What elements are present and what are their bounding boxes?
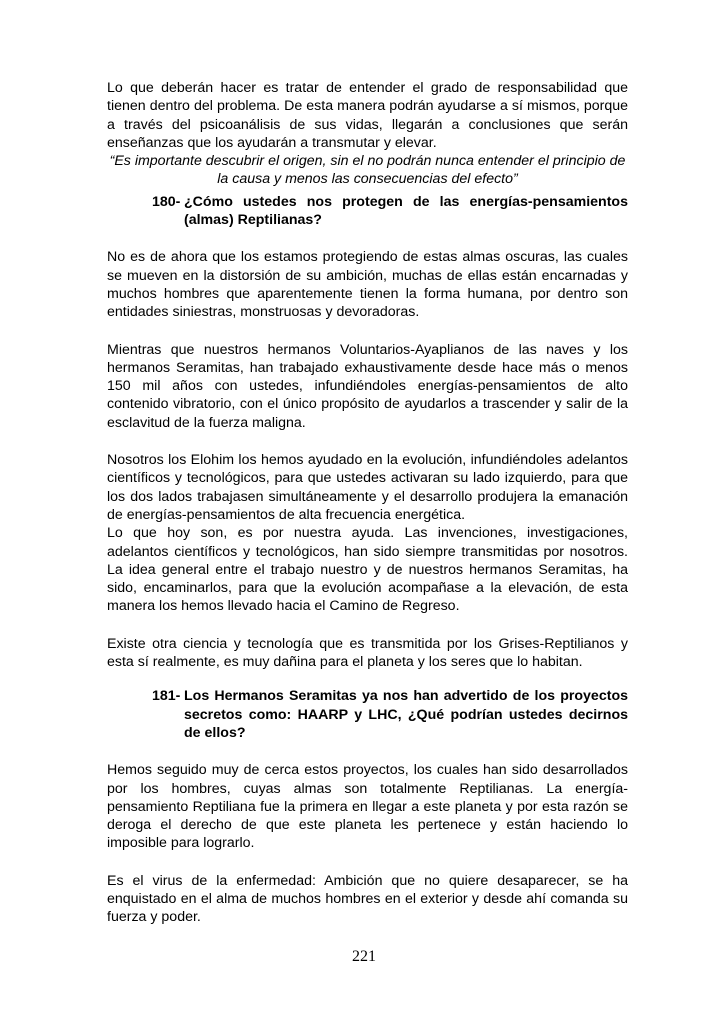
paragraph-4: Nosotros los Elohim los hemos ayudado en la evolución, infundiéndoles adelantos científicos y tecnológicos, para que ustedes activaran su lado izquierdo, para que los dos lados trabajasen simultáneamente y el desarrollo produjera la emanación de energías-pensamientos de alta frecuencia energética.: [107, 452, 628, 523]
paragraph-1: Lo que deberán hacer es tratar de entender el grado de responsabilidad que tienen dentro del problema. De esta manera podrán ayudarse a sí mismos, porque a través del psicoanálisis de sus vidas, llegarán a conclusiones que serán enseñanzas que los ayudarán a transmutar y elevar.: [107, 80, 628, 151]
paragraph-5: Lo que hoy son, es por nuestra ayuda. Las invenciones, investigaciones, adelantos científicos y tecnológicos, han sido siempre transmitidas por nosotros. La idea general entre el trabajo nuestro y de nuestros hermanos Seramitas, ha sido, encaminarlos, para que la evolución acompañase a la elevación, de esta manera los hemos llevado hacia el Camino de Regreso.: [107, 525, 628, 615]
paragraph-2: No es de ahora que los estamos protegiendo de estas almas oscuras, las cuales se mueven en la distorsión de su ambición, muchas de ellas están encarnadas y muchos hombres que aparentemente tienen la forma humana, por dentro son entidades siniestras, monstruosas y devoradoras.: [107, 249, 628, 321]
paragraph-6: Existe otra ciencia y tecnología que es transmitida por los Grises-Reptilianos y esta sí realmente, es muy dañina para el planeta y los seres que lo habitan.: [107, 635, 628, 671]
question-181-number: 181-: [152, 688, 181, 705]
paragraph-7: Hemos seguido muy de cerca estos proyectos, los cuales han sido desarrollados por los hombres, cuyas almas son totalmente Reptilianas. La energía-pensamiento Reptiliana fue la primera en llegar a este planeta y por esta razón se deroga el derecho de que este planeta les pertenece y están haciendo lo imposible para lograrlo.: [107, 762, 628, 852]
paragraph-3: Mientras que nuestros hermanos Voluntarios-Ayaplianos de las naves y los hermanos Seramitas, han trabajado exhaustivamente desde hace más o menos 150 mil años con ustedes, infundiéndoles energías-pensamientos de alto contenido vibratorio, con el único propósito de ayudarlos a trascender y salir de la esclavitud de la fuerza maligna.: [107, 341, 628, 431]
question-180-number: 180-: [152, 193, 181, 210]
question-180-text: ¿Cómo ustedes nos protegen de las energías-pensamientos (almas) Reptilianas?: [184, 193, 628, 229]
page-body: [107, 79, 628, 927]
question-181-text: Los Hermanos Seramitas ya nos han advertido de los proyectos secretos como: HAARP y LHC, ¿Qué podrían ustedes decirnos de ellos?: [184, 688, 628, 741]
page-number: 221: [352, 948, 376, 965]
question-181: [152, 687, 628, 742]
italic-quote: “Es importante descubrir el origen, sin el no podrán nunca entender el principio de la causa y menos las consecuencias del efecto”: [109, 153, 626, 188]
paragraph-8: Es el virus de la enfermedad: Ambición que no quiere desaparecer, se ha enquistado en el alma de muchos hombres en el exterior y desde ahí comanda su fuerza y poder.: [107, 872, 628, 926]
question-180: [152, 193, 628, 230]
